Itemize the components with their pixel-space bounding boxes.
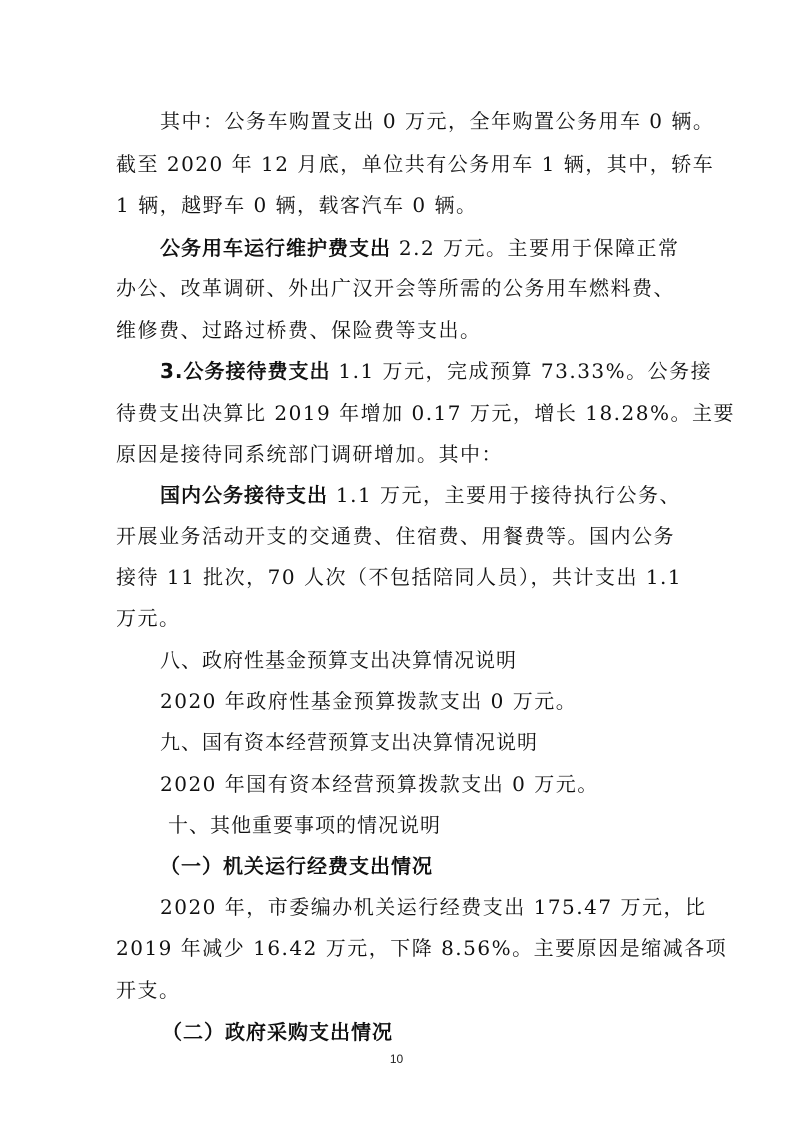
page-number: 10 — [389, 1052, 404, 1066]
paragraph-line: 万元。 — [116, 606, 181, 630]
paragraph-line: 2020 年，市委编办机关运行经费支出 175.47 万元，比 — [160, 895, 707, 919]
paragraph-text: 2.2 万元。主要用于保障正常 — [391, 236, 680, 260]
paragraph-line — [160, 235, 680, 261]
paragraph-line: 办公、改革调研、外出广汉开会等所需的公务用车燃料费、 — [116, 276, 675, 300]
bold-label: 3.公务接待费支出 — [160, 359, 331, 383]
paragraph-line: 维修费、过路过桥费、保险费等支出。 — [116, 318, 482, 342]
paragraph-line: 待费支出决算比 2019 年增加 0.17 万元，增长 18.28%。主要 — [116, 401, 735, 425]
paragraph-line: 原因是接待同系统部门调研增加。其中： — [116, 442, 503, 466]
paragraph-line: 接待 11 批次，70 人次（不包括陪同人员），共计支出 1.1 — [116, 565, 683, 589]
paragraph-line: 其中：公务车购置支出 0 万元，全年购置公务用车 0 辆。 — [160, 109, 715, 133]
bold-label: 国内公务接待支出 — [160, 483, 328, 507]
section-heading: 十、其他重要事项的情况说明 — [168, 813, 441, 837]
subsection-heading: （一）机关运行经费支出情况 — [160, 854, 433, 878]
subsection-heading: （二）政府采购支出情况 — [162, 1020, 393, 1044]
section-heading: 八、政府性基金预算支出决算情况说明 — [160, 648, 517, 672]
bold-label: 公务用车运行维护费支出 — [160, 236, 391, 260]
paragraph-line: 开支。 — [116, 978, 181, 1002]
paragraph-text: 1.1 万元，主要用于接待执行公务、 — [328, 483, 682, 507]
paragraph-text: 1.1 万元，完成预算 73.33%。公务接 — [330, 359, 713, 383]
section-heading: 九、国有资本经营预算支出决算情况说明 — [160, 730, 538, 754]
paragraph-line: 2020 年国有资本经营预算拨款支出 0 万元。 — [160, 772, 599, 796]
paragraph-line: 开展业务活动开支的交通费、住宿费、用餐费等。国内公务 — [116, 524, 675, 548]
paragraph-line: 2019 年减少 16.42 万元，下降 8.56%。主要原因是缩减各项 — [116, 936, 728, 960]
paragraph-line — [160, 482, 681, 508]
paragraph-line — [160, 358, 712, 384]
paragraph-line: 1 辆，越野车 0 辆，载客汽车 0 辆。 — [116, 193, 478, 217]
paragraph-line: 截至 2020 年 12 月底，单位共有公务用车 1 辆，其中，轿车 — [116, 152, 715, 176]
paragraph-line: 2020 年政府性基金预算拨款支出 0 万元。 — [160, 689, 578, 713]
